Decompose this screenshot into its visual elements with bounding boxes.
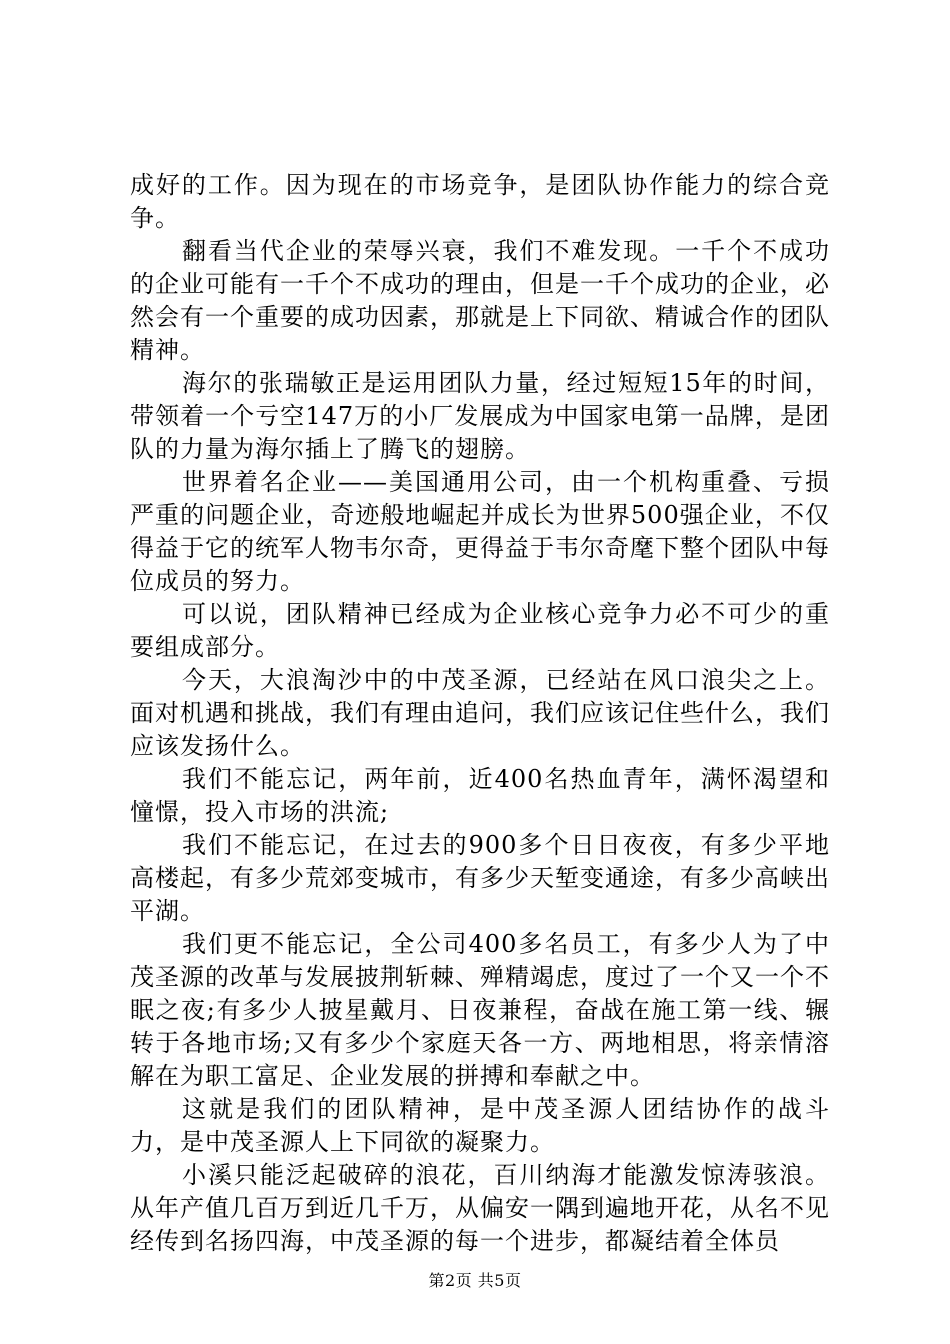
paragraph: 我们不能忘记，在过去的900多个日日夜夜，有多少平地高楼起，有多少荒郊变城市，有多少天堑变通途，有多少高峡出平湖。 bbox=[130, 831, 830, 925]
paragraph: 我们不能忘记，两年前，近400名热血青年，满怀渴望和憧憬，投入市场的洪流; bbox=[130, 765, 830, 826]
paragraph: 这就是我们的团队精神，是中茂圣源人团结协作的战斗力，是中茂圣源人上下同欲的凝聚力。 bbox=[130, 1095, 830, 1156]
page-footer bbox=[0, 1271, 950, 1291]
paragraph: 小溪只能泛起破碎的浪花，百川纳海才能激发惊涛骇浪。从年产值几百万到近几千万，从偏安一隅到遍地开花，从名不见经传到名扬四海，中茂圣源的每一个进步，都凝结着全体员 bbox=[130, 1161, 830, 1255]
paragraph: 世界着名企业——美国通用公司，由一个机构重叠、亏损严重的问题企业，奇迹般地崛起并成长为世界500强企业，不仅得益于它的统军人物韦尔奇，更得益于韦尔奇麾下整个团队中每位成员的努力。 bbox=[130, 468, 830, 595]
paragraph-continuation: 成好的工作。因为现在的市场竞争，是团队协作能力的综合竞争。 bbox=[130, 171, 830, 232]
paragraph: 今天，大浪淘沙中的中茂圣源，已经站在风口浪尖之上。面对机遇和挑战，我们有理由追问，我们应该记住些什么，我们应该发扬什么。 bbox=[130, 666, 830, 760]
document-body bbox=[130, 169, 830, 1258]
paragraph: 可以说，团队精神已经成为企业核心竞争力必不可少的重要组成部分。 bbox=[130, 600, 830, 661]
paragraph: 我们更不能忘记，全公司400多名员工，有多少人为了中茂圣源的改革与发展披荆斩棘、殚精竭虑，度过了一个又一个不眠之夜;有多少人披星戴月、日夜兼程，奋战在施工第一线、辗转于各地市场;又有多少个家庭天各一方、两地相思，将亲情溶解在为职工富足、企业发展的拼搏和奉献之中。 bbox=[130, 930, 830, 1090]
paragraph: 翻看当代企业的荣辱兴衰，我们不难发现。一千个不成功的企业可能有一千个不成功的理由，但是一千个成功的企业，必然会有一个重要的成功因素，那就是上下同欲、精诚合作的团队精神。 bbox=[130, 237, 830, 364]
page-number: 第2页 共5页 bbox=[428, 1271, 522, 1290]
paragraph: 海尔的张瑞敏正是运用团队力量，经过短短15年的时间，带领着一个亏空147万的小厂发展成为中国家电第一品牌，是团队的力量为海尔插上了腾飞的翅膀。 bbox=[130, 369, 830, 463]
